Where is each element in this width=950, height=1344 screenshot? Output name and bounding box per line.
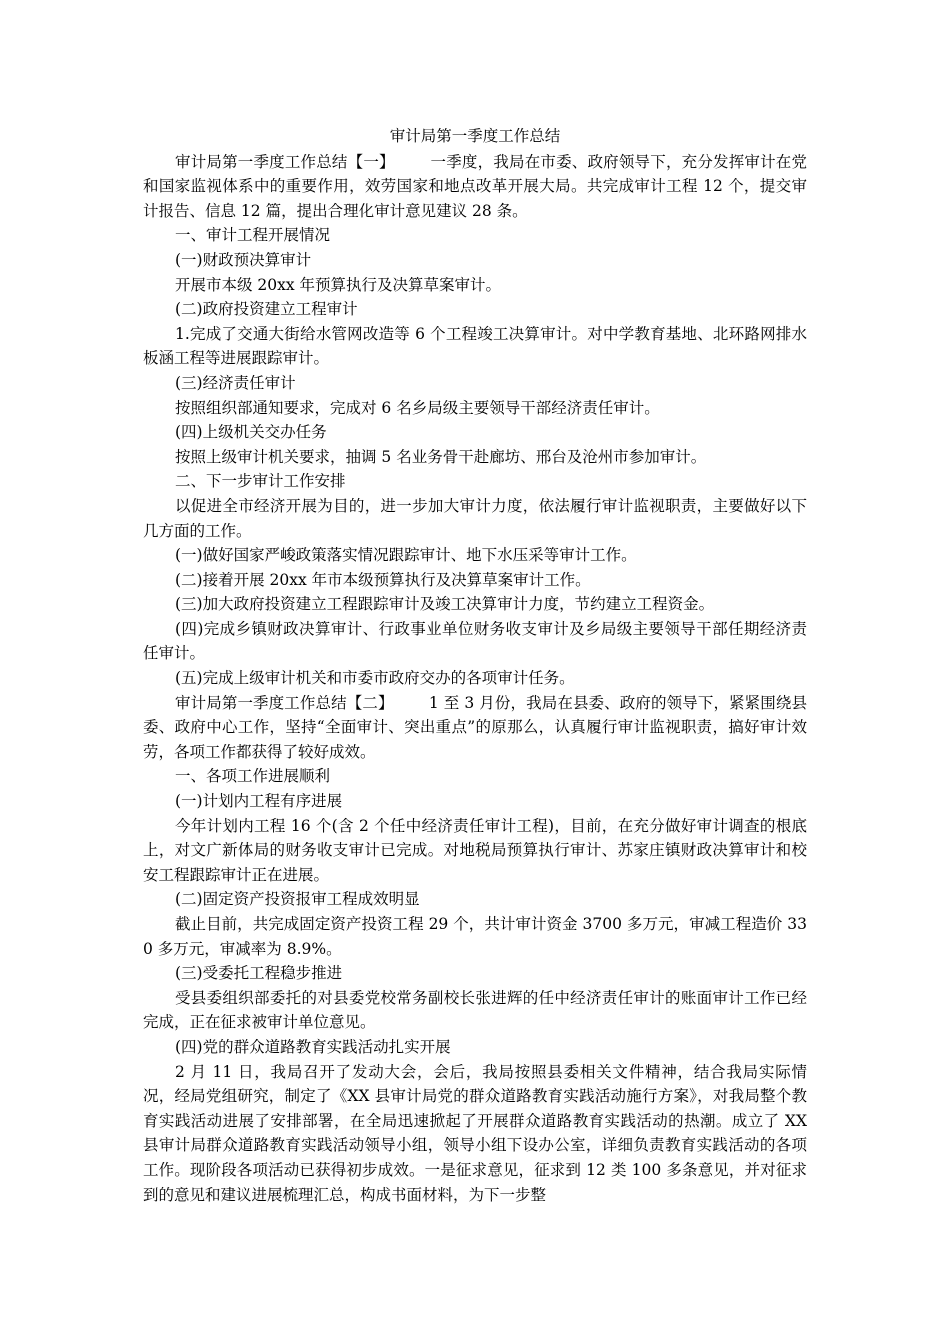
subsection-heading: (一)计划内工程有序进展 bbox=[175, 792, 343, 811]
paragraph: 2 月 11 日，我局召开了发动大会，会后，我局按照县委相关文件精神，结合我局实际情况，经局党组研究，制定了《XX 县审计局党的群众道路教育实践活动施行方案》，对我局整个教育实践活动进展了安排部署，在全局迅速掀起了开展群众道路教育实践活动的热潮。成立了 XX 县审计局群众道路教育实践活动领导小组，领导小组下设办公室，详细负责教育实践活动的各项工作。现阶段各项活动已获得初步成效。一是征求意见，征求到 12 类 100 多条意见，并对征求到的意见和建议进展梳理汇总，构成书面材料，为下一步整 bbox=[143, 1062, 812, 1204]
paragraph-summary-one-intro: 审计局第一季度工作总结【一】 一季度，我局在市委、政府领导下，充分发挥审计在党和国家监视体系中的重要作用，效劳国家和地点改革开展大局。共完成审计工程 12 个，提交审计报告、信息 12 篇，提出合理化审计意见建议 28 条。 bbox=[143, 152, 807, 220]
paragraph: 截止目前，共完成固定资产投资工程 29 个，共计审计资金 3700 多万元，审减工程造价 330 多万元，审减率为 8.9%。 bbox=[143, 915, 807, 958]
list-item: (五)完成上级审计机关和市委市政府交办的各项审计任务。 bbox=[175, 669, 575, 688]
subsection-heading: (三)受委托工程稳步推进 bbox=[175, 964, 343, 983]
paragraph-summary-two-intro: 审计局第一季度工作总结【二】 1 至 3 月份，我局在县委、政府的领导下，紧紧围绕县委、政府中心工作，坚持“全面审计、突出重点”的原那么，认真履行审计监视职责，搞好审计效劳，各项工作都获得了较好成效。 bbox=[143, 693, 807, 761]
document-page bbox=[143, 124, 812, 1207]
list-item: (三)加大政府投资建立工程跟踪审计及竣工决算审计力度，节约建立工程资金。 bbox=[175, 595, 715, 614]
paragraph: 以促进全市经济开展为目的，进一步加大审计力度，依法履行审计监视职责，主要做好以下几方面的工作。 bbox=[143, 496, 807, 540]
subsection-heading: (三)经济责任审计 bbox=[175, 373, 296, 392]
paragraph: 1.完成了交通大街给水管网改造等 6 个工程竣工决算审计。对中学教育基地、北环路网排水板涵工程等进展跟踪审计。 bbox=[143, 324, 807, 368]
list-item: (一)做好国家严峻政策落实情况跟踪审计、地下水压采等审计工作。 bbox=[175, 546, 637, 565]
section-heading: 二、下一步审计工作安排 bbox=[175, 472, 346, 491]
list-item: (四)完成乡镇财政决算审计、行政事业单位财务收支审计及乡局级主要领导干部任期经济责任审计。 bbox=[143, 619, 807, 663]
subsection-heading: (二)政府投资建立工程审计 bbox=[175, 300, 358, 319]
paragraph: 开展市本级 20xx 年预算执行及决算草案审计。 bbox=[175, 275, 502, 294]
paragraph: 按照上级审计机关要求，抽调 5 名业务骨干赴廊坊、邢台及沧州市参加审计。 bbox=[175, 447, 707, 466]
paragraph: 按照组织部通知要求，完成对 6 名乡局级主要领导干部经济责任审计。 bbox=[175, 398, 660, 417]
list-item: (二)接着开展 20xx 年市本级预算执行及决算草案审计工作。 bbox=[175, 570, 591, 589]
subsection-heading: (二)固定资产投资报审工程成效明显 bbox=[175, 890, 420, 909]
document-title: 审计局第一季度工作总结 bbox=[389, 127, 561, 145]
subsection-heading: (一)财政预决算审计 bbox=[175, 250, 312, 269]
paragraph: 今年计划内工程 16 个(含 2 个任中经济责任审计工程)，目前，在充分做好审计调查的根底上，对文广新体局的财务收支审计已完成。对地税局预算执行审计、苏家庄镇财政决算审计和校安工程跟踪审计正在进展。 bbox=[143, 816, 807, 884]
subsection-heading: (四)党的群众道路教育实践活动扎实开展 bbox=[175, 1037, 451, 1056]
section-heading: 一、审计工程开展情况 bbox=[175, 226, 331, 245]
section-heading: 一、各项工作进展顺利 bbox=[175, 767, 331, 786]
paragraph: 受县委组织部委托的对县委党校常务副校长张进辉的任中经济责任审计的账面审计工作已经完成，正在征求被审计单位意见。 bbox=[143, 988, 807, 1032]
subsection-heading: (四)上级机关交办任务 bbox=[175, 423, 327, 442]
document-body bbox=[143, 150, 812, 1208]
